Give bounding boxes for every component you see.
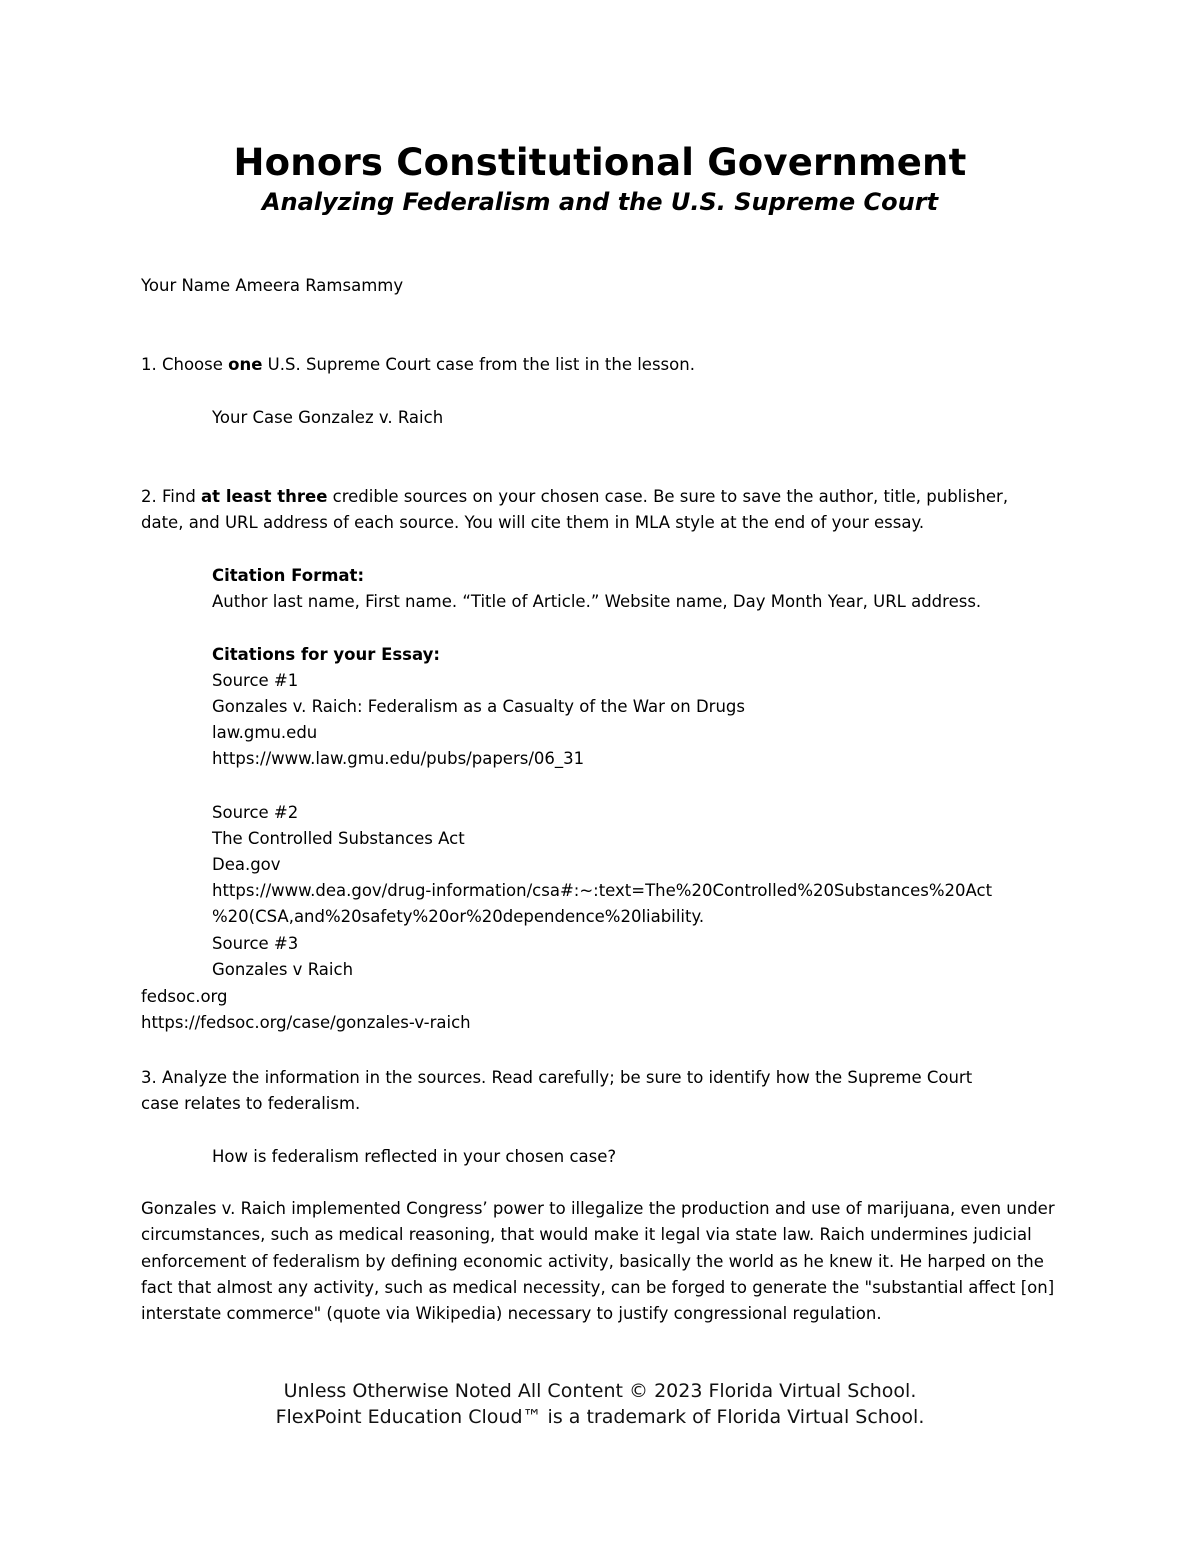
q2-prefix: 2. Find [141, 487, 202, 506]
source-1-site: law.gmu.edu [212, 723, 318, 742]
q2-suffix: credible sources on your chosen case. Be sure to save the author, title, publisher, [327, 487, 1009, 506]
federalism-question: How is federalism reflected in your chosen case? [212, 1147, 617, 1166]
question-2-line2: date, and URL address of each source. You will cite them in MLA style at the end of your essay. [141, 513, 925, 532]
source-1-url: https://www.law.gmu.edu/pubs/papers/06_31 [212, 749, 585, 768]
source-2-url: https://www.dea.gov/drug-information/csa#:~:text=The%20Controlled%20Substances%20Act [212, 881, 993, 900]
footer-copyright: Unless Otherwise Noted All Content © 2023 Florida Virtual School. [283, 1380, 917, 1402]
q1-prefix: 1. Choose [141, 355, 229, 374]
q1-bold: one [228, 355, 263, 374]
source-3-site: fedsoc.org [141, 987, 228, 1006]
citations-heading: Citations for your Essay: [212, 645, 440, 664]
source-2-url-continued: %20(CSA,and%20safety%20or%20dependence%20liability. [212, 907, 705, 926]
essay-answer: Gonzales v. Raich implemented Congress’ power to illegalize the production and use of marijuana, even under circumstances, such as medical reasoning, that would make it legal via state law. Raich undermines judicial enforcement of federalism by defining economic activity, basically the world as he knew it. He harped on the fact that almost any activity, such as medical necessity, can be forged to generate the "substantial affect [on] interstate commerce" (quote via Wikipedia) necessary to justify congressional regulation. [141, 1199, 1055, 1324]
question-3-line2: case relates to federalism. [141, 1094, 361, 1113]
source-1-label: Source #1 [212, 671, 299, 690]
page-subtitle: Analyzing Federalism and the U.S. Supreme Court [261, 188, 939, 216]
source-3-label: Source #3 [212, 934, 299, 953]
citation-format-text: Author last name, First name. “Title of Article.” Website name, Day Month Year, URL address. [212, 592, 982, 611]
source-2-site: Dea.gov [212, 855, 281, 874]
q1-suffix: U.S. Supreme Court case from the list in the lesson. [262, 355, 695, 374]
case-answer: Your Case Gonzalez v. Raich [212, 408, 444, 427]
question-1 [141, 352, 695, 378]
footer-trademark: FlexPoint Education Cloud™ is a trademark of Florida Virtual School. [275, 1406, 925, 1428]
q2-bold: at least three [201, 487, 328, 506]
page-title: Honors Constitutional Government [233, 141, 967, 184]
citation-format-heading: Citation Format: [212, 566, 365, 585]
source-3-title: Gonzales v Raich [212, 960, 354, 979]
source-1-title: Gonzales v. Raich: Federalism as a Casualty of the War on Drugs [212, 697, 745, 716]
question-3: 3. Analyze the information in the sources. Read carefully; be sure to identify how the Supreme Court [141, 1068, 973, 1087]
student-name-line: Your Name Ameera Ramsammy [141, 276, 404, 295]
question-2 [141, 484, 1008, 510]
source-2-title: The Controlled Substances Act [212, 829, 465, 848]
source-3-url: https://fedsoc.org/case/gonzales-v-raich [141, 1013, 471, 1032]
source-2-label: Source #2 [212, 803, 299, 822]
